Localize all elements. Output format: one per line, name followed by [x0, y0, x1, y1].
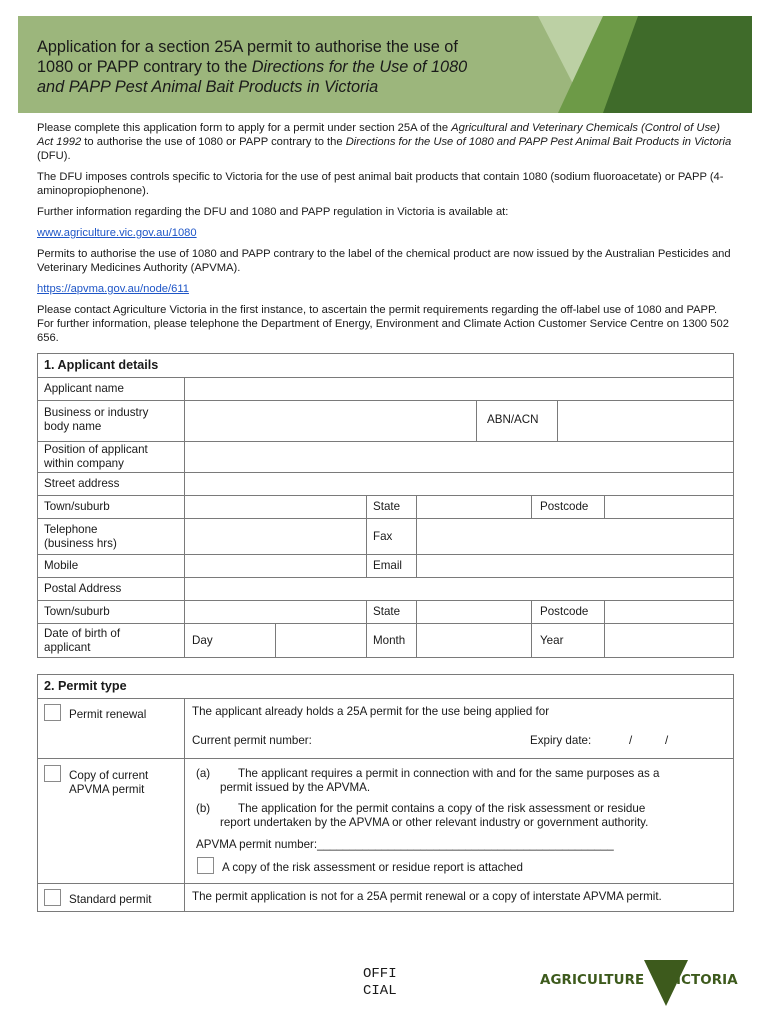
- permit-section-title: 2. Permit type: [44, 679, 127, 693]
- permit-renewal-checkbox[interactable]: [44, 704, 61, 721]
- email-label: Email: [373, 559, 402, 572]
- apvma-link[interactable]: https://apvma.gov.au/node/611: [37, 283, 189, 295]
- criteria-b-marker: (b): [196, 802, 211, 815]
- form-title-line2-italic: Directions for the Use of 1080: [251, 58, 468, 76]
- postcode-field[interactable]: [605, 496, 733, 518]
- criteria-b-line1: The application for the permit contains a copy of the risk assessment or residue: [238, 802, 646, 815]
- dob-label-line1: Date of birth of: [44, 627, 121, 640]
- postal-postcode-label: Postcode: [540, 605, 589, 618]
- dob-month-label: Month: [373, 634, 406, 647]
- standard-permit-description: The permit application is not for a 25A permit renewal or a copy of interstate APVMA permit.: [192, 890, 662, 903]
- apvma-permit-number-label: APVMA permit number:______________________________________________: [196, 838, 614, 851]
- street-address-label: Street address: [44, 477, 120, 490]
- email-field[interactable]: [417, 555, 733, 577]
- agriculture-victoria-logo: [538, 958, 738, 1008]
- state-label: State: [373, 500, 401, 513]
- current-permit-number-label: Current permit number:: [192, 734, 312, 747]
- form-title-line1: Application for a section 25A permit to authorise the use of: [37, 38, 458, 56]
- fax-field[interactable]: [417, 519, 733, 554]
- expiry-date-label: Expiry date:: [530, 734, 592, 747]
- intro-paragraph-1: [37, 121, 737, 163]
- copy-apvma-label-line2: APVMA permit: [69, 783, 145, 796]
- expiry-date-field[interactable]: [604, 730, 704, 750]
- telephone-label: [44, 523, 117, 551]
- dob-label: [44, 627, 120, 655]
- dob-year-field[interactable]: [605, 624, 733, 657]
- dob-day-label: Day: [192, 634, 213, 647]
- copy-apvma-permit-label: [69, 769, 148, 797]
- intro-paragraph-3: Further information regarding the DFU and 1080 and PAPP regulation in Victoria is available at:: [37, 206, 509, 218]
- postal-address-field[interactable]: [185, 578, 733, 600]
- business-name-field[interactable]: [185, 401, 476, 441]
- risk-report-attached-label: A copy of the risk assessment or residue report is attached: [222, 861, 523, 874]
- current-permit-number-field[interactable]: [330, 730, 520, 750]
- state-field[interactable]: [417, 496, 531, 518]
- abn-acn-field[interactable]: [558, 401, 733, 441]
- business-name-label-line1: Business or industry: [44, 406, 149, 419]
- intro-p1-a: Please complete this application form to apply for a permit under section 25A of the: [37, 122, 452, 134]
- position-label-line1: Position of applicant: [44, 443, 148, 456]
- applicant-section-title: 1. Applicant details: [44, 358, 159, 372]
- logo-text-victoria: ICTORIA: [676, 973, 738, 988]
- agriculture-link[interactable]: www.agriculture.vic.gov.au/1080: [37, 227, 197, 239]
- position-label-line2: within company: [44, 457, 124, 470]
- dob-day-field[interactable]: [276, 624, 366, 657]
- intro-paragraph-5: Please contact Agriculture Victoria in the first instance, to ascertain the permit requirements regarding the off-label use of 1080 and PAPP. For further information, please telephone the Department of Energy, Environment and Climate Action Customer Service Centre on 1300 502 656.: [37, 304, 729, 344]
- telephone-label-line2: (business hrs): [44, 537, 117, 550]
- permit-renewal-description: The applicant already holds a 25A permit for the use being applied for: [192, 705, 550, 718]
- dob-month-field[interactable]: [417, 624, 531, 657]
- expiry-date-separator-1: /: [629, 734, 633, 747]
- telephone-field[interactable]: [185, 519, 366, 554]
- applicant-name-label: Applicant name: [44, 382, 124, 395]
- town-suburb-label: Town/suburb: [44, 500, 110, 513]
- postal-town-label: Town/suburb: [44, 605, 110, 618]
- business-name-label-line2: body name: [44, 420, 102, 433]
- postcode-label: Postcode: [540, 500, 589, 513]
- postal-state-label: State: [373, 605, 401, 618]
- criteria-a-line1: The applicant requires a permit in connection with and for the same purposes as a: [238, 767, 660, 780]
- dob-label-line2: applicant: [44, 641, 91, 654]
- intro-p1-e: (DFU).: [37, 150, 71, 162]
- expiry-date-separator-2: /: [665, 734, 669, 747]
- position-field[interactable]: [185, 442, 733, 472]
- intro-p1-c: to authorise the use of 1080 or PAPP contrary to the: [81, 136, 346, 148]
- intro-paragraph-4: Permits to authorise the use of 1080 and PAPP contrary to the label of the chemical product are now issued by the Australian Pesticides and Veterinary Medicines Authority (APVMA).: [37, 248, 731, 274]
- form-title-line2: 1080 or PAPP contrary to the: [37, 58, 252, 76]
- criteria-b-line2: report undertaken by the APVMA or other relevant industry or government authority.: [220, 816, 649, 829]
- form-title: [37, 37, 597, 97]
- official-marking-line1: OFFI: [363, 966, 397, 982]
- postal-address-label: Postal Address: [44, 582, 122, 595]
- intro-paragraph-2: The DFU imposes controls specific to Victoria for the use of pest animal bait products that contain 1080 (sodium fluoroacetate) or PAPP (4-aminopropiophenone).: [37, 171, 724, 197]
- position-label: [44, 443, 148, 471]
- permit-renewal-label: Permit renewal: [69, 708, 147, 721]
- telephone-label-line1: Telephone: [44, 523, 98, 536]
- postal-postcode-field[interactable]: [605, 601, 733, 623]
- risk-report-attached-checkbox[interactable]: [197, 857, 214, 874]
- intro-p1-directions: Directions for the Use of 1080 and PAPP Pest Animal Bait Products in Victoria: [345, 136, 732, 148]
- copy-apvma-permit-checkbox[interactable]: [44, 765, 61, 782]
- abn-acn-label: ABN/ACN: [487, 413, 539, 426]
- apvma-permit-number-field[interactable]: [330, 836, 690, 854]
- postal-town-field[interactable]: [185, 601, 366, 623]
- copy-apvma-label-line1: Copy of current: [69, 769, 149, 782]
- standard-permit-label: Standard permit: [69, 893, 152, 906]
- business-name-label: [44, 406, 148, 434]
- postal-state-field[interactable]: [417, 601, 531, 623]
- dob-year-label: Year: [540, 634, 564, 647]
- mobile-label: Mobile: [44, 559, 79, 572]
- title-banner: [18, 16, 752, 113]
- applicant-name-field[interactable]: [185, 378, 733, 400]
- logo-text-agriculture: AGRICULTURE: [540, 973, 645, 988]
- fax-label: Fax: [373, 530, 393, 543]
- mobile-field[interactable]: [185, 555, 366, 577]
- intro-text: [37, 121, 737, 352]
- town-suburb-field[interactable]: [185, 496, 366, 518]
- intro-p1-act: Agricultural and Veterinary Chemicals (Control of Use) Act 1992: [37, 122, 720, 148]
- criteria-a-line2: permit issued by the APVMA.: [220, 781, 371, 794]
- street-address-field[interactable]: [185, 473, 733, 495]
- official-marking: [363, 966, 397, 1000]
- form-title-line3-italic: and PAPP Pest Animal Bait Products in Victoria: [37, 78, 379, 96]
- criteria-a-marker: (a): [196, 767, 211, 780]
- standard-permit-checkbox[interactable]: [44, 889, 61, 906]
- official-marking-line2: CIAL: [363, 983, 397, 999]
